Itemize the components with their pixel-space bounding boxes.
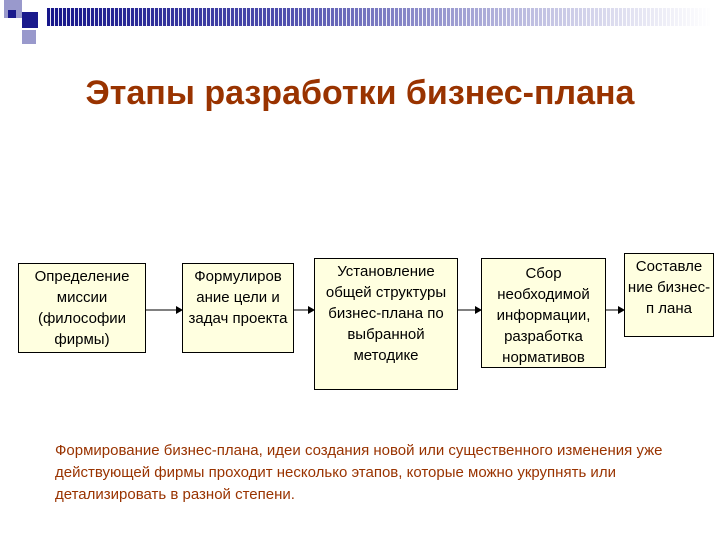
step-5-box: Составле ние бизнес-п лана (624, 253, 714, 337)
step-3-box: Установление общей структуры бизнес-плана по выбранной методике (314, 258, 458, 390)
step-4-box: Сбор необходимой информации, разработка нормативов (481, 258, 606, 368)
arrow-3-4 (458, 306, 482, 314)
slide-description: Формирование бизнес-плана, идеи создания новой или существенного изменения уже действующей фирмы проходит несколько этапов, которые можно укрупнять или детализировать в разной степени. (55, 442, 663, 503)
arrow-2-3 (294, 306, 315, 314)
step-2-box: Формулиров ание цели и задач проекта (182, 263, 294, 353)
slide-title: Этапы разработки бизнес-плана (85, 74, 635, 112)
arrow-4-5 (606, 306, 625, 314)
step-1-box: Определение миссии (философии фирмы) (18, 263, 146, 353)
arrow-1-2 (146, 306, 183, 314)
